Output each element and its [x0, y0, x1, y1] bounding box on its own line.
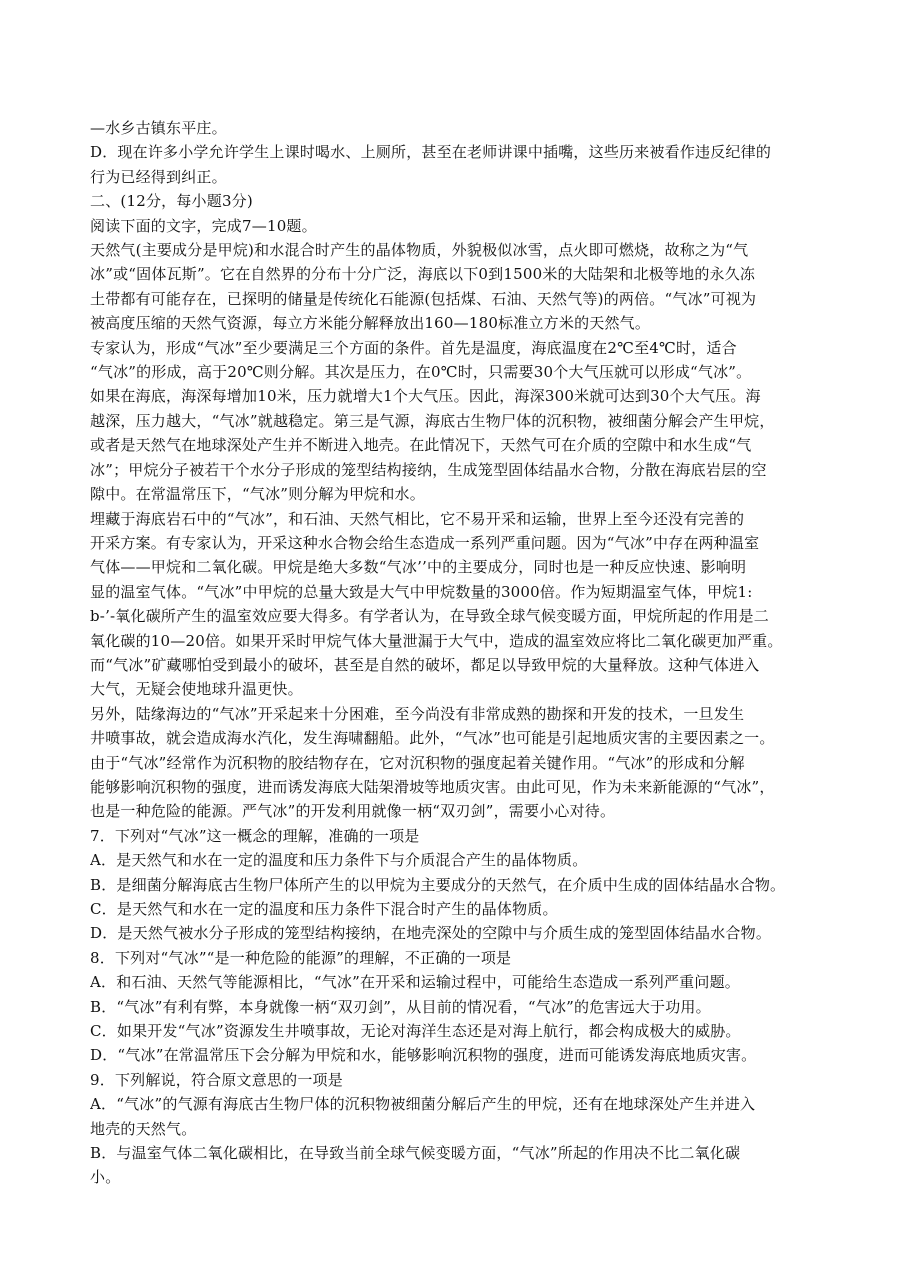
text-line: 冰”或“固体瓦斯”。它在自然界的分布十分广泛，海底以下0到1500米的大陆架和北极等地的永久冻 — [90, 265, 756, 284]
text-line: 天然气(主要成分是甲烷)和水混合时产生的晶体物质，外貌极似冰雪，点火即可燃烧，故称之为“气 — [90, 241, 749, 260]
question-9-option-a-cont: 地壳的天然气。 — [90, 1119, 197, 1138]
text-line: 专家认为，形成“气冰”至少要满足三个方面的条件。首先是温度，海底温度在2℃至4℃时，适合 — [90, 338, 737, 357]
question-9-option-b-cont: 小。 — [90, 1168, 121, 1187]
text-line: 如果在海底，海深每增加10米，压力就增大1个大气压。因此，海深300米就可达到30个大气压。海 — [90, 387, 761, 406]
text-line: 或者是天然气在地球深处产生并不断进入地壳。在此情况下，天然气可在介质的空隙中和水生成“气 — [90, 436, 752, 455]
question-7-stem: 7．下列对“气冰”这一概念的理解，准确的一项是 — [90, 826, 420, 845]
text-line: 冰”；甲烷分子被若干个水分子形成的笼型结构接纳，生成笼型固体结晶水合物，分散在海底岩层的空 — [90, 460, 767, 479]
text-line: 隙中。在常温常压下，“气冰”则分解为甲烷和水。 — [90, 485, 425, 504]
question-7-option-a: A．是天然气和水在一定的温度和压力条件下与介质混合产生的晶体物质。 — [90, 851, 588, 870]
question-7-option-c: C．是天然气和水在一定的温度和压力条件下混合时产生的晶体物质。 — [90, 900, 558, 918]
text-line: 开采方案。有专家认为，开采这种水合物会给生态造成一系列严重问题。因为“气冰”中存在两种温室 — [90, 533, 760, 552]
text-line: 越深，压力越大，“气冰”就越稳定。第三是气源，海底古生物尸体的沉积物，被细菌分解会产生甲烷， — [90, 411, 775, 430]
text-line: 氧化碳的10—20倍。如果开采时甲烷气体大量泄漏于大气中，造成的温室效应将比二氧化碳更加严重。 — [90, 631, 783, 650]
question-8-option-d: D．“气冰”在常温常压下会分解为甲烷和水，能够影响沉积物的强度，进而可能诱发海底地质灾害。 — [90, 1046, 757, 1065]
text-line: 行为已经得到纠正。 — [90, 167, 227, 186]
text-line: “气冰”的形成，高于20℃则分解。其次是压力，在0℃时，只需要30个大气压就可以形成“气冰”。 — [90, 363, 752, 382]
question-8-option-b: B．“气冰”有利有弊，本身就像一柄“双刃剑”，从目前的情况看，“气冰”的危害远大于功用。 — [90, 997, 711, 1016]
document-page — [90, 116, 820, 1190]
text-line: 被高度压缩的天然气资源，每立方米能分解释放出160—180标准立方米的天然气。 — [90, 314, 651, 333]
text-line: 而“气冰”矿藏哪怕受到最小的破坏，甚至是自然的破坏，都足以导致甲烷的大量释放。这种气体进入 — [90, 655, 760, 674]
text-line: 另外，陆缘海边的“气冰”开采起来十分困难，至今尚没有非常成熟的勘探和开发的技术，一旦发生 — [90, 704, 745, 723]
text-line: 井喷事故，就会造成海水汽化，发生海啸翻船。此外，“气冰”也可能是引起地质灾害的主要因素之一。 — [90, 729, 775, 748]
question-8-stem: 8．下列对“气冰”“是一种危险的能源”的理解，不正确的一项是 — [90, 948, 512, 967]
text-line: 气体——甲烷和二氧化碳。甲烷是绝大多数“气冰’’中的主要成分，同时也是一种反应快速、影响明 — [90, 558, 747, 577]
question-9-option-b: B．与温室气体二氧化碳相比，在导致当前全球气候变暖方面，“气冰”所起的作用决不比二氧化碳 — [90, 1144, 741, 1163]
question-7-option-b: B．是细菌分解海底古生物尸体所产生的以甲烷为主要成分的天然气，在介质中生成的固体结晶水合物。 — [90, 875, 786, 894]
text-line: 由于“气冰”经常作为沉积物的胶结物存在，它对沉积物的强度起着关键作用。“气冰”的形成和分解 — [90, 753, 745, 772]
text-line: 能够影响沉积物的强度，进而诱发海底大陆架滑坡等地质灾害。由此可见，作为未来新能源的“气冰”， — [90, 777, 775, 796]
text-line: 大气，无疑会使地球升温更快。 — [90, 680, 303, 699]
text-line: 埋藏于海底岩石中的“气冰”，和石油、天然气相比，它不易开采和运输，世界上至今还没有完善的 — [90, 509, 745, 528]
text-line: 也是一种危险的能源。严气冰”的开发利用就像一柄“双刃剑”，需要小心对待。 — [90, 802, 616, 821]
question-8-option-c: C．如果开发“气冰”资源发生井喷事故，无论对海洋生态还是对海上航行，都会构成极大的威胁。 — [90, 1022, 741, 1041]
instruction-line: 阅读下面的文字，完成7—10题。 — [90, 216, 317, 235]
question-9-option-a: A．“气冰”的气源有海底古生物尸体的沉积物被细菌分解后产生的甲烷，还有在地球深处产生并进入 — [90, 1095, 756, 1114]
text-line: D．现在许多小学允许学生上课时喝水、上厕所，甚至在老师讲课中插嘴，这些历来被看作违反纪律的 — [90, 143, 772, 162]
question-8-option-a: A．和石油、天然气等能源相比，“气冰”在开采和运输过程中，可能给生态造成一系列严重问题。 — [90, 973, 740, 992]
text-line: —水乡古镇东平庄。 — [90, 119, 227, 137]
text-line: 显的温室气体。“气冰”中甲烷的总量大致是大气中甲烷数量的3000倍。作为短期温室气体，甲烷1: — [90, 582, 753, 601]
question-7-option-d: D．是天然气被水分子形成的笼型结构接纳，在地壳深处的空隙中与介质生成的笼型固体结晶水合物。 — [90, 924, 772, 943]
question-9-stem: 9．下列解说，符合原文意思的一项是 — [90, 1070, 343, 1089]
section-heading: 二、(12分，每小题3分) — [90, 192, 253, 211]
text-line: 土带都有可能存在，已探明的储量是传统化石能源(包括煤、石油、天然气等)的两倍。“气冰”可视为 — [90, 289, 757, 308]
text-line: b-’-氧化碳所产生的温室效应要大得多。有学者认为，在导致全球气候变暖方面，甲烷所起的作用是二 — [90, 607, 769, 626]
